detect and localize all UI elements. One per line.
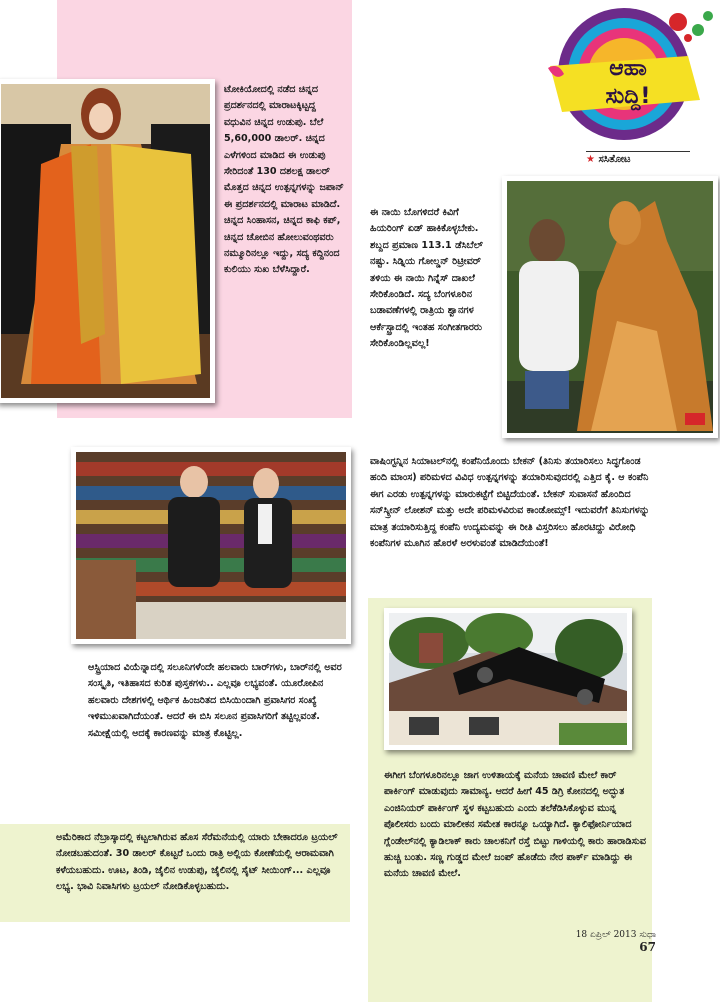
- article-bacon: ವಾಷಿಂಗ್ಟನ್ನಿನ ಸಿಯಾಟಲ್‌ನಲ್ಲಿ ಕಂಪೆನಿಯೊಂದು ಬೇಕನ್ (ತಿನಿಸು ತಯಾರಿಸಲು ಸಿದ್ಧಗೊಂಡ ಹಂದಿ ಮಾಂಸ) ಪರಿಮಳದ ವಿವಿಧ ಉತ್ಪನ್ನಗಳನ್ನು ತಯಾರಿಸುವುದರಲ್ಲಿ ಎತ್ತಿದ ಕೈ. ಆ ಕಂಪೆನಿ ಈಗ ಎರಡು ಉತ್ಪನ್ನಗಳನ್ನು ಮಾರುಕಟ್ಟೆಗೆ ಬಿಟ್ಟಿದೆಯಂತೆ. ಬೇಕನ್ ಸುವಾಸನೆ ಹೊಂದಿದ ಸನ್‌ಸ್ಕ್ರೀನ್ ಲೋಶನ್ ಮತ್ತು ಅದೇ ಪರಿಮಳವಿರುವ ಕಾಂಡೋಮ್ಸ್! ಇದುವರೆಗೆ ತಿನಿಸುಗಳನ್ನು ಮಾತ್ರ ತಯಾರಿಸುತ್ತಿದ್ದ ಕಂಪೆನಿ ಉದ್ಯಮವನ್ನು ಈ ರೀತಿ ವಿಸ್ತರಿಸಲು ಹೊರಟಿದ್ದು ವಿರೋಧಿ ಕಂಪೆನಿಗಳ ಮೂಗಿನ ಹೊರಳೆ ಅರಳುವಂತೆ ಮಾಡಿದೆಯಂತೆ!: [370, 456, 650, 550]
- aha-suddi-logo: [538, 4, 720, 144]
- article-dog: ಈ ನಾಯಿ ಬೊಗಳಿದರೆ ಕಿವಿಗೆ ಹಿಯರಿಂಗ್ ಏಡ್ ಹಾಕಿಕೊಳ್ಳಬೇಕು. ಶಬ್ದದ ಪ್ರಮಾಣ 113.1 ಡೆಸಿಬೆಲ್ ನಷ್ಟು. ಸಿಡ್ನಿಯ ಗೋಲ್ಡನ್ ರಿಟ್ರೀವರ್ ತಳಿಯ ಈ ನಾಯಿ ಗಿನ್ನೆಸ್ ದಾಖಲೆ ಸೇರಿಕೊಂಡಿದೆ. ಸದ್ಯ ಬೆಂಗಳೂರಿನ ಬಡಾವಣೆಗಳಲ್ಲಿ ರಾತ್ರಿಯ ಶ್ವಾನಗಳ ಆರ್ಕೆಸ್ಟ್ರಾದಲ್ಲಿ ಇಂತಹ ಸಂಗೀತಗಾರರು ಸೇರಿಕೊಂಡಿಲ್ಲವಲ್ಲ!: [370, 207, 483, 350]
- article-car: ಈಗೀಗ ಬೆಂಗಳೂರಿನಲ್ಲೂ ಜಾಗ ಉಳಿತಾಯಕ್ಕೆ ಮನೆಯ ಚಾವಣಿ ಮೇಲೆ ಕಾರ್ ಪಾರ್ಕಿಂಗ್ ಮಾಡುವುದು ಸಾಮಾನ್ಯ. ಆದರೆ ಹೀಗೆ 45 ಡಿಗ್ರಿ ಕೋನದಲ್ಲಿ ಅದ್ಭುತ ಎಂಜಿನಿಯರ್ ಪಾರ್ಕಿಂಗ್ ಸ್ಥಳ ಕಟ್ಟಬಹುದು ಎಂದು ತಲೆಕೆಡಿಸಿಕೊಳ್ಳುವ ಮುನ್ನ ಪೊಲೀಸರು ಬಂದು ಮಾಲೀಕನ ಸಮೇತ ಕಾರನ್ನೂ ಒಯ್ಯಾಗಿದೆ. ಕ್ಯಾಲಿಫೋರ್ನಿಯಾದ ಗ್ಲೆಂಡೇಲ್‌ನಲ್ಲಿ ಕ್ಯಾಡಿಲಾಕ್ ಕಾರು ಚಾಲಕನಿಗೆ ರಸ್ತೆ ಬಿಟ್ಟು ಗಾಳಿಯಲ್ಲಿ ಕಾರು ಹಾರಾಡಿಸುವ ಹುಚ್ಚಿ ಬಂತು. ಸಣ್ಣ ಗುಡ್ಡದ ಮೇಲೆ ಜಂಪ್ ಹೊಡೆದು ನೇರ ಪಾರ್ಕ್ ಮಾಡಿದ್ದು ಈ ಮನೆಯ ಚಾವಣಿ ಮೇಲೆ.: [384, 770, 646, 880]
- byline-rule: [586, 151, 690, 152]
- footer-date: 18 ಏಪ್ರಿಲ್ 2013: [575, 930, 637, 940]
- article-library: ಆಸ್ಟ್ರಿಯಾದ ವಿಯೆನ್ನಾದಲ್ಲಿ ಸಲೂನಿಗಳೆಂದೇ ಹಲವಾರು ಬಾರ್‌ಗಳು, ಬಾರ್‌ನಲ್ಲಿ ಅವರ ಸಂಸ್ಕೃತಿ, ಇತಿಹಾಸದ ಕುರಿತ ಪುಸ್ತಕಗಳು.. ಎಲ್ಲವೂ ಲಭ್ಯವಂತೆ. ಯೂರೋಪಿನ ಹಲವಾರು ದೇಶಗಳಲ್ಲಿ ಆರ್ಥಿಕ ಹಿಂಜರಿತದ ಬಿಸಿಯಿಂದಾಗಿ ಪ್ರವಾಸಿಗರ ಸಂಖ್ಯೆ ಇಳಿಮುಖವಾಗಿದೆಯಂತೆ. ಆದರೆ ಈ ಬಿಸಿ ಸಲೂನ ಪ್ರವಾಸಿಗರಿಗೆ ತಟ್ಟಿಲ್ಲವಂತೆ. ಸಮೀಕ್ಷೆಯಲ್ಲಿ ಅದಕ್ಕೆ ಕಾರಣವನ್ನು ಮಾತ್ರ ಕೊಟ್ಟಿಲ್ಲ.: [88, 662, 342, 739]
- photo-howling-dog: [502, 176, 718, 438]
- photo-car-on-roof: [384, 608, 632, 750]
- byline: [586, 154, 631, 165]
- article-jail: ಅಮೆರಿಕಾದ ನೆಬ್ರಾಸ್ಕಾದಲ್ಲಿ ಕಟ್ಟಲಾಗಿರುವ ಹೊಸ ಸೆರೆಮನೆಯಲ್ಲಿ ಯಾರು ಬೇಕಾದರೂ ಟ್ರಯಲ್ ನೋಡಬಹುದಂತೆ. 30 ಡಾಲರ್ ಕೊಟ್ಟರೆ ಒಂದು ರಾತ್ರಿ ಅಲ್ಲಿಯ ಕೋಣೆಯಲ್ಲಿ ಆರಾಮವಾಗಿ ಕಳೆಯಬಹುದು. ಊಟ, ತಿಂಡಿ, ಜೈಲಿನ ಉಡುಪು, ಜೈಲಿನಲ್ಲಿ ಸೈಟ್ ಸೀಯಿಂಗ್... ಎಲ್ಲವೂ ಲಭ್ಯ. ಭಾವಿ ನಿವಾಸಿಗಳು ಟ್ರಯಲ್ ನೋಡಿಕೊಳ್ಳಬಹುದು.: [56, 832, 338, 893]
- logo-line-1: ಆಹಾ: [609, 56, 647, 81]
- kimono-illustration: [1, 84, 210, 398]
- library-illustration: [76, 452, 346, 639]
- footer-magazine: ಸುಧಾ: [639, 930, 656, 940]
- footer-page-number: 67: [639, 940, 656, 954]
- article-kimono: ಟೋಕಿಯೋದಲ್ಲಿ ನಡೆದ ಚಿನ್ನದ ಪ್ರದರ್ಶನದಲ್ಲಿ ಮಾರಾಟಕ್ಕಿಟ್ಟದ್ದ ವಧುವಿನ ಚಿನ್ನದ ಉಡುಪು. ಬೆಲೆ 5,60,000 ಡಾಲರ್. ಚಿನ್ನದ ಎಳೆಗಳಿಂದ ಮಾಡಿದ ಈ ಉಡುಪು ಸೇರಿದಂತೆ 130 ದಶಲಕ್ಷ ಡಾಲರ್ ಮೊತ್ತದ ಚಿನ್ನದ ಉತ್ಪನ್ನಗಳನ್ನು ಜಪಾನ್ ಈ ಪ್ರದರ್ಶನದಲ್ಲಿ ಮಾರಾಟ ಮಾಡಿದೆ. ಚಿನ್ನದ ಸಿಂಹಾಸನ, ಚಿನ್ನದ ಕಾಫಿ ಕಪ್, ಚಿನ್ನದ ಚೋಬಿನ ಹೋಲುವಂಥವರು ನಮ್ಮೂರಿನಲ್ಲೂ ಇದ್ದು, ಸದ್ಯ ಕದ್ದಿನಂದ ಕುಲಿಯು ಸುಖ ಬೆಳೆಸಿದ್ದಾರೆ.: [224, 84, 344, 276]
- dog-illustration: [507, 181, 713, 433]
- photo-book-salon: [71, 447, 351, 644]
- star-icon: ★: [586, 154, 595, 165]
- logo-line-2: ಸುದ್ದಿ!: [605, 84, 651, 109]
- page-footer: [560, 930, 656, 954]
- byline-text: ಸಸಿತೋಟ: [598, 154, 631, 165]
- photo-gold-kimono: [0, 79, 215, 403]
- car-roof-illustration: [389, 613, 627, 745]
